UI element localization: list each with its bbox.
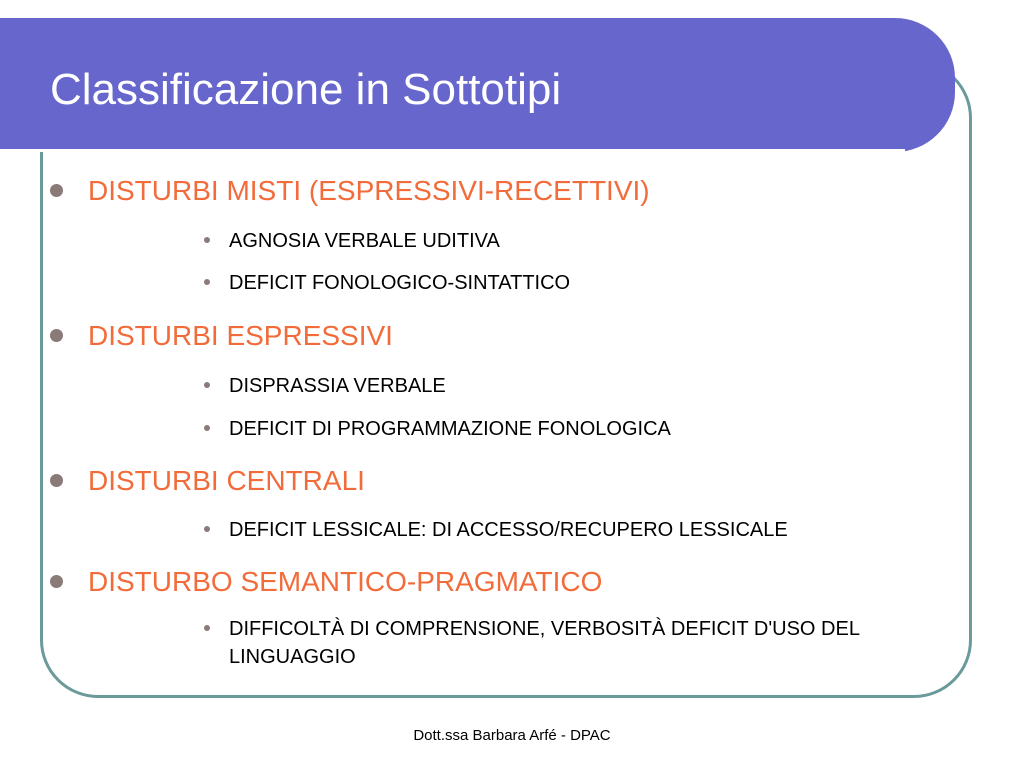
bullet-icon [204,425,210,431]
bullet-icon [50,474,63,487]
list-item-text: DIFFICOLTÀ DI COMPRENSIONE, VERBOSITÀ DEFICIT D'USO DEL LINGUAGGIO [229,618,860,668]
list-item-text: DEFICIT LESSICALE: DI ACCESSO/RECUPERO LESSICALE [229,519,788,541]
section-heading-text: DISTURBO SEMANTICO-PRAGMATICO [88,566,603,597]
list-item-text: DEFICIT DI PROGRAMMAZIONE FONOLOGICA [229,418,671,440]
list-item-text: DISPRASSIA VERBALE [229,375,446,397]
list-item-text: DEFICIT FONOLOGICO-SINTATTICO [229,272,571,294]
bullet-icon [204,526,210,532]
bullet-icon [50,575,63,588]
section-heading-text: DISTURBI ESPRESSIVI [88,320,393,351]
bullet-icon [204,625,210,631]
section-heading-text: DISTURBI MISTI (ESPRESSIVI-RECETTIVI) [88,175,650,206]
slide-footer: Dott.ssa Barbara Arfé - DPAC [413,727,611,744]
list-item-text: AGNOSIA VERBALE UDITIVA [229,230,500,252]
bullet-icon [50,184,63,197]
slide-title: Classificazione in Sottotipi [50,65,562,114]
bullet-icon [204,237,210,243]
bullet-icon [204,382,210,388]
bullet-icon [204,279,210,285]
section-heading-text: DISTURBI CENTRALI [88,465,365,496]
bullet-icon [50,329,63,342]
